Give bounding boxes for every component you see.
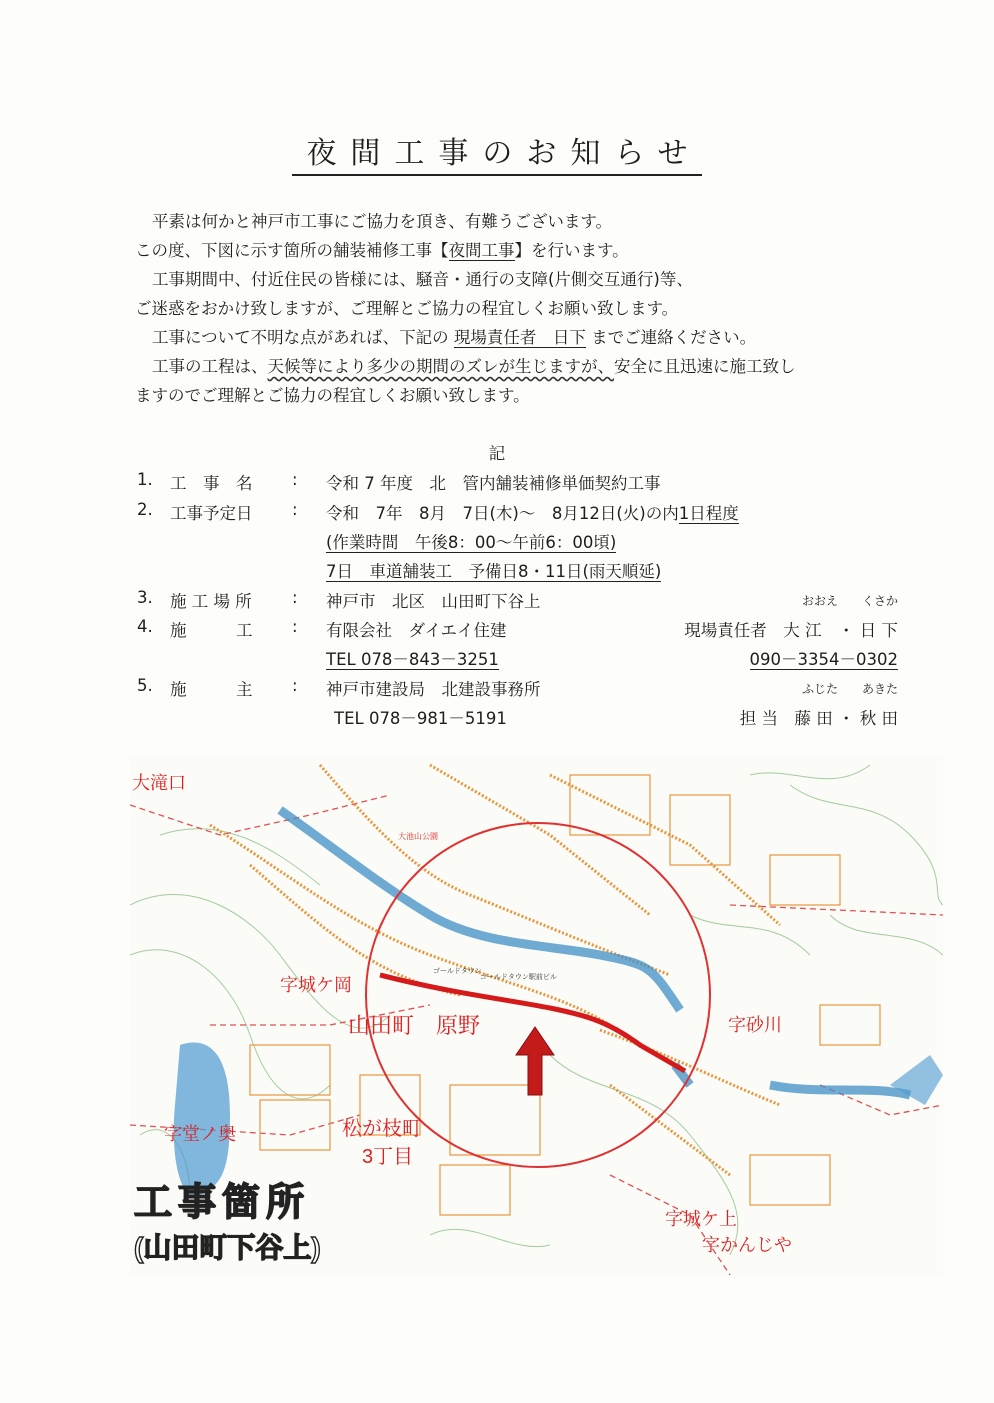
item2-colon: :: [292, 500, 298, 519]
item1-colon: :: [292, 470, 298, 489]
intro-line-5: 工事について不明な点があれば、下記の 現場責任者 日下 までご連絡ください。: [152, 328, 757, 347]
label-yamadacho: 山田町 原野: [348, 1013, 481, 1038]
item5-value: 神戸市建設局 北建設事務所: [326, 680, 541, 699]
label-matsugaeda-2: 3丁目: [362, 1146, 414, 1168]
item2-value: 令和 7年 8月 7日(木)～ 8月12日(火)の内1日程度: [326, 504, 739, 523]
item1-num: 1.: [137, 470, 153, 489]
label-matsugaeda-1: 松が枝町: [342, 1118, 422, 1140]
item2-label: 工事予定日: [170, 504, 253, 523]
item2-worktime: (作業時間 午後8：00～午前6：00頃): [326, 533, 617, 552]
intro-line-7: ますのでご理解とご協力の程宜しくお願い致します。: [135, 386, 530, 405]
item4-mobile: 090－3354－0302: [749, 650, 898, 669]
intro-line-4: ご迷惑をおかけ致しますが、ご理解とご協力の程宜しくお願い致します。: [135, 299, 679, 318]
intro-line-3: 工事期間中、付近住民の皆様には、騒音・通行の支障(片側交互通行)等、: [152, 270, 693, 289]
item2-schedule: 7日 車道舗装工 予備日8・11日(雨天順延): [326, 562, 662, 581]
label-ootakiguchi: 大滝口: [132, 773, 186, 793]
intro-paragraph: [135, 207, 895, 410]
item4-label: 施 工: [170, 621, 253, 640]
label-shirogakami: 字城ケ上: [665, 1209, 737, 1229]
site-subtitle: (山田町下谷上): [134, 1232, 321, 1263]
item5-staff: 担 当 藤 田 ・ 秋 田: [739, 709, 898, 728]
label-sunagawa: 字砂川: [728, 1015, 782, 1035]
site-title: 工事箇所: [134, 1182, 311, 1224]
item5-label: 施 主: [170, 680, 253, 699]
item4-num: 4.: [137, 617, 153, 636]
intro-line-6: 工事の工程は、天候等により多少の期間のズレが生じますが、安全に且迅速に施工致し: [152, 357, 796, 376]
label-goldtown-1: ゴールドタウン: [433, 968, 482, 975]
intro-line-2: この度、下図に示す箇所の舗装補修工事【夜間工事】を行います。: [135, 241, 629, 260]
label-kanjiya: 字かんじや: [702, 1235, 792, 1255]
item3-num: 3.: [137, 588, 153, 607]
item1-label: 工 事 名: [170, 474, 253, 493]
label-donooku: 字堂ノ奥: [164, 1124, 236, 1144]
item3-label: 施 工 場 所: [170, 592, 252, 611]
item3-value: 神戸市 北区 山田町下谷上: [326, 592, 541, 611]
item4-value: 有限会社 ダイエイ住建: [326, 621, 507, 640]
manager-ruby: おおえ くさか: [801, 594, 898, 608]
item4-tel: TEL 078－843－3251: [326, 650, 499, 669]
item5-num: 5.: [137, 676, 153, 695]
item5-colon: :: [292, 676, 298, 695]
ki-heading: 記: [488, 444, 506, 463]
item1-value: 令和 7 年度 北 管内舗装補修単価契約工事: [326, 474, 661, 493]
pond: [174, 1043, 230, 1197]
item4-manager: 現場責任者 大 江 ・ 日 下: [684, 621, 898, 640]
item2-num: 2.: [137, 500, 153, 519]
site-title-block: [134, 1182, 321, 1263]
label-park: 大池山公園: [398, 832, 438, 841]
label-goldtown-2: ゴールドタウン駅前ビル: [480, 974, 557, 981]
site-map: [130, 755, 943, 1275]
intro-line-1: 平素は何かと神戸市工事にご協力を頂き、有難うございます。: [152, 212, 613, 231]
label-shirogaoka: 字城ケ岡: [280, 975, 352, 995]
notice-title: 夜間工事のお知らせ: [0, 128, 994, 172]
staff-ruby: ふじた あきた: [801, 682, 898, 696]
item5-tel: TEL 078－981－5191: [334, 709, 507, 728]
item4-colon: :: [292, 617, 298, 636]
item3-colon: :: [292, 588, 298, 607]
